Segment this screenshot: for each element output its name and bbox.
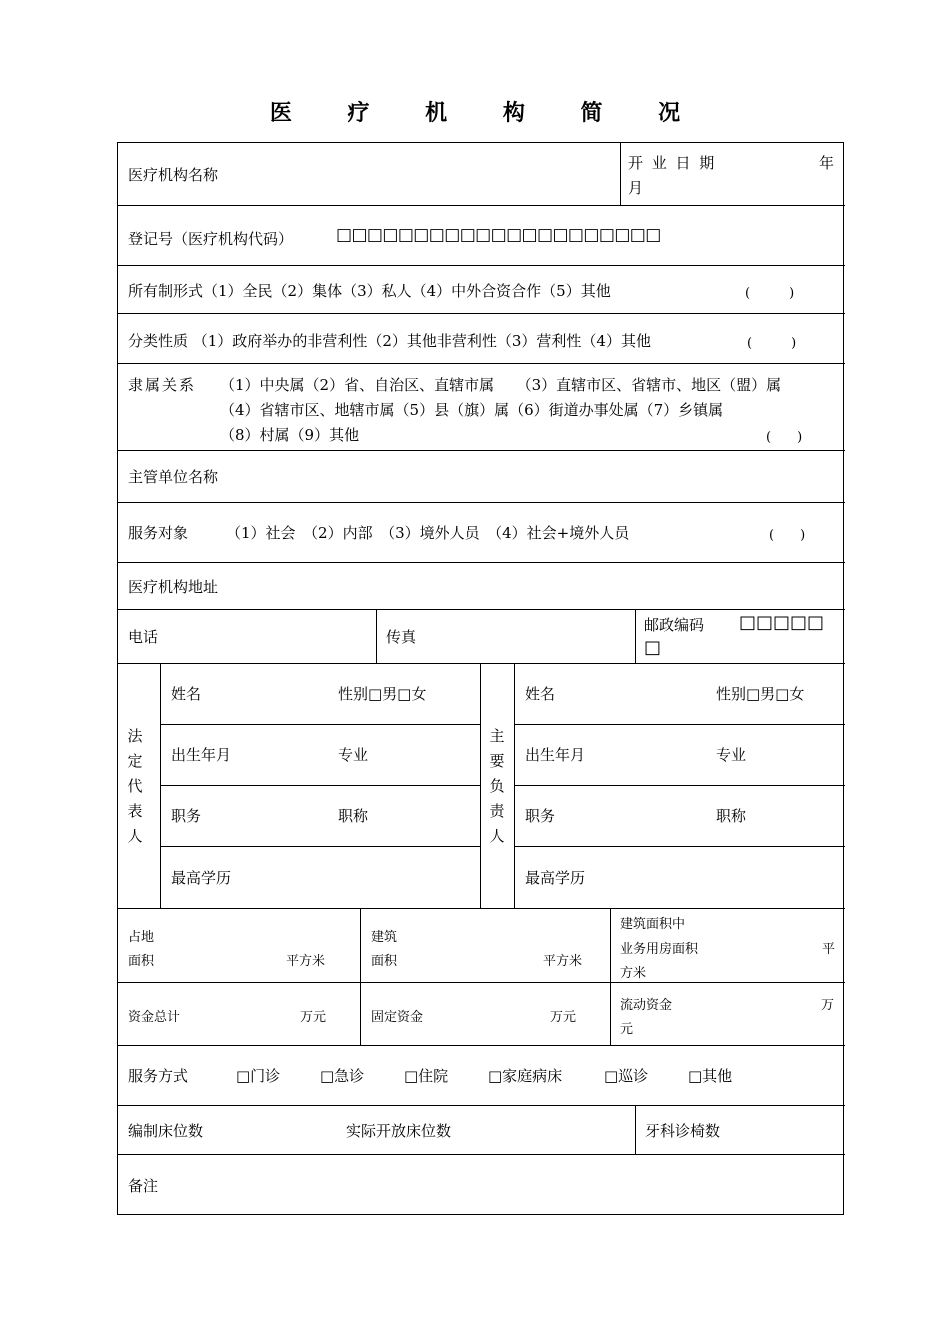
land-area-label-2: 面积 — [128, 954, 155, 969]
row-divider — [160, 846, 480, 847]
row-divider — [118, 609, 845, 610]
legal-rep-name-label: 姓名 — [171, 685, 202, 703]
classification-answer: ( ) — [747, 336, 797, 351]
current-funds-unit-b: 元 — [620, 1022, 634, 1037]
principal-major-label: 专业 — [716, 746, 747, 764]
planned-beds-label: 编制床位数 — [128, 1122, 204, 1140]
col-divider — [360, 908, 361, 1045]
fixed-funds-unit: 万元 — [550, 1010, 577, 1025]
business-area-unit-b: 方米 — [620, 966, 647, 981]
total-funds-label: 资金总计 — [128, 1010, 181, 1025]
affiliation-options-line1: （1）中央属（2）省、自治区、直辖市属 （3）直辖市区、省辖市、地区（盟）属 — [220, 376, 782, 394]
total-funds-unit: 万元 — [300, 1010, 327, 1025]
business-area-label-1: 建筑面积中 — [620, 917, 686, 932]
registration-number-boxes: □□□□□□□□□□□□□□□□□□□□□ — [336, 225, 661, 245]
land-area-unit: 平方米 — [286, 954, 326, 969]
col-divider — [514, 663, 515, 908]
postal-code-boxes: □□□□□ — [739, 612, 825, 633]
land-area-label-1: 占地 — [128, 930, 155, 945]
service-mode-label: 服务方式 — [128, 1067, 189, 1085]
service-target-options: （1）社会 （2）内部 （3）境外人员 （4）社会+境外人员 — [226, 524, 630, 542]
row-divider — [118, 450, 845, 451]
row-divider — [160, 785, 480, 786]
page-title: 医 疗 机 构 简 况 — [269, 100, 705, 126]
principal-birth-label: 出生年月 — [525, 746, 586, 764]
affiliation-label: 隶属关系 — [128, 376, 197, 394]
supervisor-unit-label: 主管单位名称 — [128, 468, 219, 486]
registration-number-label: 登记号（医疗机构代码） — [128, 230, 294, 248]
row-divider — [118, 982, 845, 983]
row-divider — [118, 1105, 845, 1106]
row-divider — [118, 663, 845, 664]
service-mode-inpatient-option[interactable]: □住院 — [404, 1067, 449, 1085]
legal-rep-gender-field: 性别□男□女 — [338, 685, 427, 703]
ownership-answer: ( ) — [745, 286, 795, 301]
legal-rep-title-label: 职称 — [338, 807, 369, 825]
principal-gender-field: 性别□男□女 — [716, 685, 805, 703]
row-divider — [514, 724, 845, 725]
legal-representative-label: 法定代表人 — [127, 727, 143, 845]
row-divider — [118, 313, 845, 314]
institution-name-label: 医疗机构名称 — [128, 166, 219, 184]
row-divider — [118, 1045, 845, 1046]
row-divider — [118, 502, 845, 503]
building-area-unit: 平方米 — [543, 954, 583, 969]
service-target-label: 服务对象 — [128, 524, 189, 542]
current-funds-unit-a: 万 — [821, 998, 835, 1013]
building-area-label-2: 面积 — [371, 954, 398, 969]
service-target-answer: ( ) — [769, 528, 806, 543]
open-beds-label: 实际开放床位数 — [346, 1122, 452, 1140]
legal-rep-education-label: 最高学历 — [171, 869, 232, 887]
ownership-options: 所有制形式（1）全民（2）集体（3）私人（4）中外合资合作（5）其他 — [128, 282, 611, 300]
dental-chairs-label: 牙科诊椅数 — [645, 1122, 721, 1140]
col-divider — [480, 663, 481, 908]
service-mode-rounds-option[interactable]: □巡诊 — [604, 1067, 649, 1085]
service-mode-outpatient-option[interactable]: □门诊 — [236, 1067, 281, 1085]
postal-code-box-extra: □ — [644, 637, 662, 658]
service-mode-home-bed-option[interactable]: □家庭病床 — [488, 1067, 563, 1085]
row-divider — [118, 265, 845, 266]
col-divider — [620, 143, 621, 205]
row-divider — [118, 363, 845, 364]
principal-label: 主要负责人 — [489, 727, 505, 845]
service-mode-emergency-option[interactable]: □急诊 — [320, 1067, 365, 1085]
open-date-label: 开 业 日 期 — [628, 154, 717, 172]
row-divider — [118, 562, 845, 563]
col-divider — [160, 663, 161, 908]
classification-options: 分类性质 （1）政府举办的非营利性（2）其他非营利性（3）营利性（4）其他 — [128, 332, 651, 350]
principal-title-label: 职称 — [716, 807, 747, 825]
fixed-funds-label: 固定资金 — [371, 1010, 424, 1025]
remarks-label: 备注 — [128, 1177, 159, 1195]
row-divider — [514, 846, 845, 847]
postal-code-label: 邮政编码 — [644, 616, 705, 634]
row-divider — [118, 908, 845, 909]
address-label: 医疗机构地址 — [128, 578, 219, 596]
principal-position-label: 职务 — [525, 807, 556, 825]
row-divider — [118, 1154, 845, 1155]
service-mode-other-option[interactable]: □其他 — [688, 1067, 733, 1085]
principal-education-label: 最高学历 — [525, 869, 586, 887]
affiliation-options-line2: （4）省辖市区、地辖市属（5）县（旗）属（6）街道办事处属（7）乡镇属 — [220, 401, 724, 419]
open-date-month: 月 — [628, 179, 644, 197]
col-divider — [610, 908, 611, 1045]
affiliation-options-line3: （8）村属（9）其他 — [220, 426, 360, 444]
current-funds-label: 流动资金 — [620, 998, 673, 1013]
col-divider — [376, 609, 377, 663]
fax-label: 传真 — [386, 628, 417, 646]
business-area-unit-a: 平 — [822, 942, 836, 957]
building-area-label-1: 建筑 — [371, 930, 398, 945]
phone-label: 电话 — [128, 628, 159, 646]
legal-rep-birth-label: 出生年月 — [171, 746, 232, 764]
legal-rep-position-label: 职务 — [171, 807, 202, 825]
open-date-year: 年 — [819, 154, 835, 172]
row-divider — [118, 205, 845, 206]
row-divider — [514, 785, 845, 786]
institution-form — [117, 142, 844, 1215]
col-divider — [635, 1105, 636, 1154]
col-divider — [635, 609, 636, 663]
row-divider — [160, 724, 480, 725]
principal-name-label: 姓名 — [525, 685, 556, 703]
business-area-label-2: 业务用房面积 — [620, 942, 699, 957]
legal-rep-major-label: 专业 — [338, 746, 369, 764]
affiliation-answer: ( ) — [766, 430, 803, 445]
